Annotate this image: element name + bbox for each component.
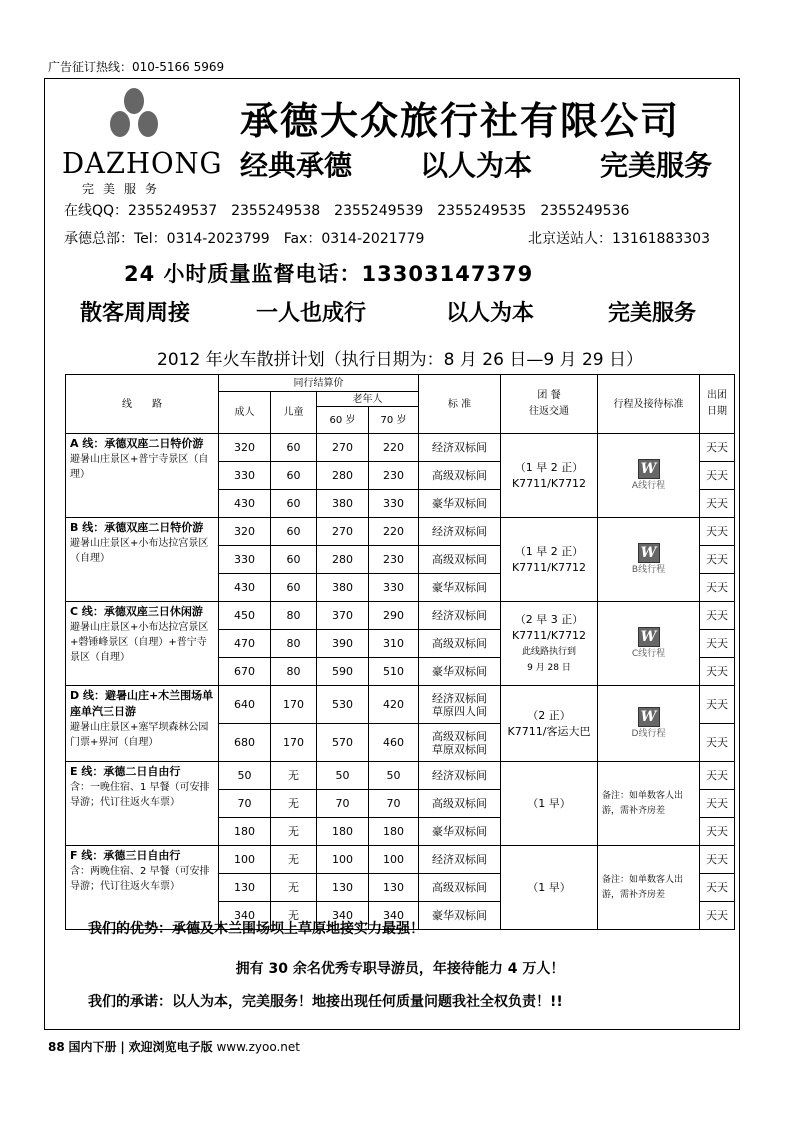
departure-date: 天天 — [700, 790, 735, 818]
table-row — [66, 686, 735, 724]
price-70: 100 — [369, 846, 419, 874]
ad-hotline: 广告征订热线：010-5166 5969 — [48, 60, 225, 74]
tour-price-table — [65, 374, 735, 930]
price-60: 270 — [317, 518, 369, 546]
word-document-icon[interactable]: W — [638, 707, 660, 727]
price-70: 510 — [369, 658, 419, 686]
departure-date: 天天 — [700, 818, 735, 846]
price-adult: 450 — [219, 602, 271, 630]
price-60: 370 — [317, 602, 369, 630]
header-price: 同行结算价 — [219, 375, 419, 392]
route-desc: 含：一晚住宿、1 早餐（可安排导游；代订往返火车票） — [70, 782, 210, 808]
room-standard: 经济双标间 — [419, 434, 501, 462]
price-adult: 320 — [219, 518, 271, 546]
transport: K7711/K7712 — [511, 476, 587, 490]
logo-name: DAZHONG — [62, 146, 223, 180]
price-child: 60 — [271, 434, 317, 462]
departure-date: 天天 — [700, 658, 735, 686]
slogan-bottom-2: 一人也成行 — [256, 301, 367, 326]
company-name: 承德大众旅行社有限公司 — [240, 99, 681, 143]
room-standard: 经济双标间 草原四人间 — [419, 686, 501, 724]
price-70: 310 — [369, 630, 419, 658]
table-row — [66, 762, 735, 790]
price-60: 180 — [317, 818, 369, 846]
price-child: 无 — [271, 874, 317, 902]
meal: （2 正） — [527, 708, 571, 722]
word-document-icon[interactable]: W — [638, 627, 660, 647]
price-child: 60 — [271, 490, 317, 518]
route-desc: 避暑山庄景区+小布达拉宫景区（自理） — [70, 538, 209, 564]
table-row — [66, 518, 735, 546]
route-desc: 避暑山庄景区+普宁寺景区（自理） — [70, 454, 209, 480]
room-standard: 高级双标间 — [419, 630, 501, 658]
guides-text: 拥有 30 余名优秀专职导游员，年接待能力 4 万人！ — [235, 961, 565, 977]
quality-hotline: 24 小时质量监督电话：13303147379 — [124, 262, 534, 286]
route-title: B 线：承德双座二日特价游 — [70, 521, 204, 534]
price-child: 60 — [271, 546, 317, 574]
route-cell — [66, 602, 219, 686]
contact-line — [64, 228, 710, 248]
price-70: 420 — [369, 686, 419, 724]
price-70: 330 — [369, 490, 419, 518]
room-standard: 高级双标间 — [419, 546, 501, 574]
price-adult: 330 — [219, 546, 271, 574]
room-standard: 经济双标间 — [419, 518, 501, 546]
price-adult: 430 — [219, 574, 271, 602]
price-60: 50 — [317, 762, 369, 790]
header-route: 线 路 — [66, 375, 219, 434]
header-standard: 标 准 — [419, 375, 501, 434]
price-child: 80 — [271, 602, 317, 630]
price-child: 60 — [271, 518, 317, 546]
hq-contact: 承德总部：Tel：0314-2023799 Fax：0314-2021779 — [64, 231, 425, 247]
route-cell — [66, 762, 219, 846]
header-child: 儿童 — [271, 392, 317, 434]
room-standard: 豪华双标间 — [419, 902, 501, 930]
route-title: D 线：避暑山庄+木兰围场单座单汽三日游 — [70, 689, 214, 718]
room-standard: 经济双标间 — [419, 602, 501, 630]
beijing-contact: 北京送站人：13161883303 — [528, 231, 710, 247]
price-child: 无 — [271, 846, 317, 874]
page-footer — [48, 1038, 300, 1055]
room-standard: 高级双标间 — [419, 790, 501, 818]
meal-transport-cell — [501, 518, 598, 602]
table-row — [66, 434, 735, 462]
price-adult: 130 — [219, 874, 271, 902]
meal-transport-cell — [501, 686, 598, 762]
slogan-bottom-1: 散客周周接 — [80, 301, 191, 326]
header-itinerary: 行程及接待标准 — [598, 375, 700, 434]
itinerary-label[interactable]: C线行程 — [631, 648, 666, 659]
transport: K7711/K7712 — [511, 560, 587, 574]
price-70: 230 — [369, 546, 419, 574]
price-60: 270 — [317, 434, 369, 462]
itinerary-label[interactable]: A线行程 — [631, 480, 666, 491]
slogan-top-2: 以人为本 — [420, 149, 533, 182]
route-desc: 含：两晚住宿、2 早餐（可安排导游；代订往返火车票） — [70, 866, 210, 892]
price-60: 380 — [317, 574, 369, 602]
slogan-bottom-4: 完美服务 — [608, 301, 697, 326]
departure-date: 天天 — [700, 574, 735, 602]
price-adult: 470 — [219, 630, 271, 658]
itinerary-cell — [598, 686, 700, 762]
meal-transport-cell — [501, 846, 598, 930]
room-standard: 经济双标间 — [419, 846, 501, 874]
room-standard: 高级双标间 草原双标间 — [419, 724, 501, 762]
page-number: 88 — [48, 1040, 65, 1054]
room-standard: 高级双标间 — [419, 874, 501, 902]
meal: （1 早 2 正） — [514, 460, 584, 474]
itinerary-note: 备注：如单数客人出游，需补齐房差 — [598, 846, 700, 930]
price-child: 80 — [271, 630, 317, 658]
price-adult: 330 — [219, 462, 271, 490]
departure-date: 天天 — [700, 490, 735, 518]
price-adult: 430 — [219, 490, 271, 518]
meal-transport-cell — [501, 434, 598, 518]
route-desc: 避暑山庄景区+塞罕坝森林公园门票+界河（自理） — [70, 722, 209, 748]
meal: （2 早 3 正） — [514, 612, 584, 626]
price-child: 80 — [271, 658, 317, 686]
price-60: 380 — [317, 490, 369, 518]
route-desc: 避暑山庄景区+小布达拉宫景区+磬锤峰景区（自理）+普宁寺景区（自理） — [70, 622, 209, 663]
price-60: 530 — [317, 686, 369, 724]
room-standard: 豪华双标间 — [419, 658, 501, 686]
itinerary-cell — [598, 434, 700, 518]
route-cell — [66, 846, 219, 930]
price-adult: 100 — [219, 846, 271, 874]
itinerary-cell — [598, 602, 700, 686]
footer-section: 国内下册 — [68, 1040, 117, 1054]
price-child: 60 — [271, 574, 317, 602]
advantage-text: 我们的优势：承德及木兰围场坝上草原地接实力最强！ — [88, 921, 424, 937]
route-cell — [66, 434, 219, 518]
plan-title: 2012 年火车散拼计划（执行日期为：8 月 26 日—9 月 29 日） — [157, 350, 643, 370]
price-70: 70 — [369, 790, 419, 818]
price-70: 290 — [369, 602, 419, 630]
header-senior: 老年人 — [317, 392, 419, 407]
route-cell — [66, 686, 219, 762]
departure-date: 天天 — [700, 874, 735, 902]
price-70: 130 — [369, 874, 419, 902]
header-departure: 出团 日期 — [700, 375, 735, 434]
route-title: E 线：承德二日自由行 — [70, 765, 181, 778]
price-60: 70 — [317, 790, 369, 818]
itinerary-label[interactable]: B线行程 — [631, 564, 666, 575]
transport: K7711/客运大巴 — [507, 724, 591, 738]
price-60: 570 — [317, 724, 369, 762]
route-title: A 线：承德双座二日特价游 — [70, 437, 204, 450]
room-standard: 高级双标间 — [419, 462, 501, 490]
price-adult: 640 — [219, 686, 271, 724]
price-child: 无 — [271, 902, 317, 930]
price-60: 590 — [317, 658, 369, 686]
route-cell — [66, 518, 219, 602]
room-standard: 豪华双标间 — [419, 574, 501, 602]
price-60: 280 — [317, 462, 369, 490]
departure-date: 天天 — [700, 902, 735, 930]
price-adult: 340 — [219, 902, 271, 930]
price-70: 180 — [369, 818, 419, 846]
departure-date: 天天 — [700, 762, 735, 790]
meal: （1 早） — [527, 796, 571, 810]
price-60: 100 — [317, 846, 369, 874]
header-meal: 团 餐 往返交通 — [501, 375, 598, 434]
slogan-bottom-3: 以人为本 — [446, 301, 535, 326]
table-row — [66, 602, 735, 630]
departure-date: 天天 — [700, 546, 735, 574]
slogan-top-3: 完美服务 — [600, 149, 713, 182]
price-child: 170 — [271, 724, 317, 762]
price-child: 无 — [271, 762, 317, 790]
price-70: 460 — [369, 724, 419, 762]
departure-date: 天天 — [700, 518, 735, 546]
price-adult: 670 — [219, 658, 271, 686]
word-document-icon[interactable]: W — [638, 459, 660, 479]
slogan-bottom — [80, 296, 696, 327]
price-adult: 50 — [219, 762, 271, 790]
price-adult: 680 — [219, 724, 271, 762]
itinerary-cell — [598, 518, 700, 602]
price-70: 230 — [369, 462, 419, 490]
route-title: F 线：承德三日自由行 — [70, 849, 181, 862]
date-limit-note: 此线路执行到 9 月 28 日 — [521, 646, 576, 673]
price-child: 无 — [271, 790, 317, 818]
departure-date: 天天 — [700, 462, 735, 490]
departure-date: 天天 — [700, 434, 735, 462]
price-70: 340 — [369, 902, 419, 930]
online-qq: 在线QQ：2355249537 2355249538 2355249539 2355249535 2355249536 — [64, 203, 630, 219]
route-title: C 线：承德双座三日休闲游 — [70, 605, 203, 618]
room-standard: 经济双标间 — [419, 762, 501, 790]
price-adult: 320 — [219, 434, 271, 462]
dazhong-logo-icon — [104, 88, 164, 140]
price-60: 280 — [317, 546, 369, 574]
price-child: 170 — [271, 686, 317, 724]
departure-date: 天天 — [700, 686, 735, 724]
price-70: 220 — [369, 518, 419, 546]
transport: K7711/K7712 — [511, 628, 587, 642]
footer-divider: | — [120, 1040, 125, 1054]
meal-transport-cell — [501, 602, 598, 686]
price-60: 340 — [317, 902, 369, 930]
header-age-70: 70 岁 — [369, 407, 419, 434]
footer-url[interactable]: www.zyoo.net — [216, 1040, 300, 1054]
price-70: 220 — [369, 434, 419, 462]
itinerary-label[interactable]: D线行程 — [631, 728, 666, 739]
price-70: 50 — [369, 762, 419, 790]
departure-date: 天天 — [700, 846, 735, 874]
promise-text: 我们的承诺：以人为本，完美服务！地接出现任何质量问题我社全权负责！!! — [88, 994, 563, 1010]
meal-transport-cell — [501, 762, 598, 846]
itinerary-note: 备注：如单数客人出游，需补齐房差 — [598, 762, 700, 846]
price-60: 390 — [317, 630, 369, 658]
departure-date: 天天 — [700, 724, 735, 762]
meal: （1 早 2 正） — [514, 544, 584, 558]
room-standard: 豪华双标间 — [419, 818, 501, 846]
header-age-60: 60 岁 — [317, 407, 369, 434]
header-adult: 成人 — [219, 392, 271, 434]
word-document-icon[interactable]: W — [638, 543, 660, 563]
slogan-top-1: 经典承德 — [240, 149, 353, 182]
price-child: 无 — [271, 818, 317, 846]
room-standard: 豪华双标间 — [419, 490, 501, 518]
price-child: 60 — [271, 462, 317, 490]
departure-date: 天天 — [700, 602, 735, 630]
price-60: 130 — [317, 874, 369, 902]
price-70: 330 — [369, 574, 419, 602]
price-adult: 180 — [219, 818, 271, 846]
departure-date: 天天 — [700, 630, 735, 658]
footer-site-text: 欢迎浏览电子版 — [128, 1040, 213, 1054]
table-row — [66, 846, 735, 874]
meal: （1 早） — [527, 880, 571, 894]
price-adult: 70 — [219, 790, 271, 818]
slogan-top — [240, 144, 712, 184]
logo-subtitle: 完美服务 — [82, 182, 167, 196]
